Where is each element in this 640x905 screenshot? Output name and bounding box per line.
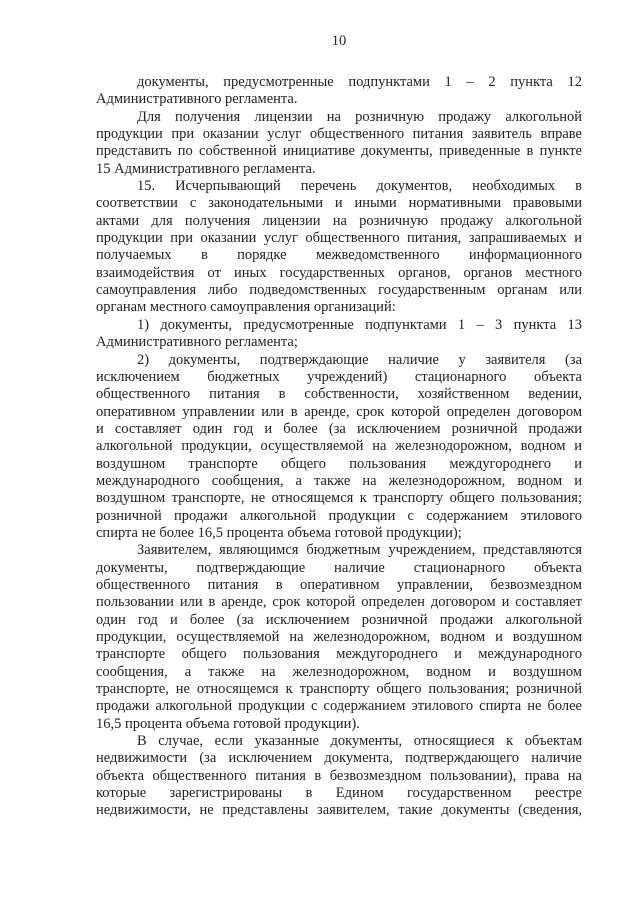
text-line: один год и более (за исключением розничной продажи алкогольной	[96, 611, 582, 628]
text-line: транспорте, не относящемся к транспорту общего пользования; розничной	[96, 681, 582, 698]
list-item-1	[96, 317, 582, 352]
text-line: алкогольной продукции, осуществляемой на железнодорожном, водном и	[96, 438, 582, 455]
paragraph-real-estate-documents	[96, 733, 582, 820]
text-line: розничной продажи алкогольной продукции с содержанием этилового	[96, 507, 582, 524]
text-line: и составляет один год и более (за исключением розничной продажи	[96, 420, 582, 437]
text-line: общественного питания в собственности, хозяйственном ведении,	[96, 386, 582, 403]
text-line: 15 Административного регламента.	[96, 160, 316, 177]
text-line: получаемых в порядке межведомственного информационного	[96, 247, 582, 264]
text-line: исключением бюджетных учреждений) стационарного объекта	[96, 368, 582, 385]
text-line: транспорте общего пользования междугороднего и международного	[96, 646, 582, 663]
text-line: которые зарегистрированы в Едином государственном реестре	[96, 785, 582, 802]
text-line: продукции при оказании услуг общественного питания заявитель вправе	[96, 126, 582, 143]
text-line: воздушном транспорте, не относящемся к транспорту общего пользования;	[96, 490, 582, 507]
text-line: Административного регламента;	[96, 334, 298, 351]
text-line: 16,5 процента объема готовой продукции).	[96, 715, 360, 732]
text-line: 1) документы, предусмотренные подпунктами 1 – 3 пункта 13	[137, 316, 582, 333]
text-line: сообщения, а также на железнодорожном, водном и воздушном	[96, 663, 582, 680]
text-line: 15. Исчерпывающий перечень документов, необходимых в	[137, 178, 582, 195]
text-line: Административного регламента.	[96, 91, 298, 108]
paragraph-optional-documents	[96, 109, 582, 178]
text-line: органам местного самоуправления организаций:	[96, 299, 396, 316]
text-line: воздушном транспорте общего пользования междугороднего и	[96, 455, 582, 472]
text-line: спирта не более 16,5 процента объема готовой продукции);	[96, 524, 462, 541]
paragraph-budget-institutions	[96, 542, 582, 733]
text-line: представить по собственной инициативе документы, приведенные в пункте	[96, 143, 582, 160]
text-line: продукции при оказании услуг общественного питания, запрашиваемых и	[96, 230, 582, 247]
page-number: 10	[331, 33, 347, 49]
text-line: продукции, осуществляемой на железнодорожном, водном и воздушном	[96, 629, 582, 645]
text-line: недвижимости (за исключением документа, подтверждающего наличие	[96, 750, 582, 767]
text-line: документы, предусмотренные подпунктами 1 – 2 пункта 12	[137, 74, 582, 90]
text-line: Для получения лицензии на розничную продажу алкогольной	[137, 108, 582, 125]
text-line: документы, подтверждающие наличие стационарного объекта	[96, 559, 582, 576]
text-line: продажи алкогольной продукции с содержанием этилового спирта не более	[96, 698, 582, 715]
text-line: актами для получения лицензии на розничную продажу алкогольной	[96, 212, 582, 229]
text-line: недвижимости, не представлены заявителем, такие документы (сведения,	[96, 802, 582, 819]
text-line: Заявителем, являющимся бюджетным учреждением, представляются	[137, 542, 582, 559]
paragraph-item-15	[96, 178, 582, 317]
text-line: объекта общественного питания в безвозмездном пользовании), права на	[96, 767, 582, 784]
text-line: взаимодействия от иных государственных органов, органов местного	[96, 264, 582, 281]
paragraph-docs-reference	[96, 74, 582, 109]
text-line: общественного питания в оперативном управлении, безвозмездном	[96, 576, 582, 593]
text-line: оперативном управлении или в аренде, срок которой определен договором	[96, 403, 582, 420]
text-line: самоуправления либо подведомственных государственным органам или	[96, 282, 582, 299]
text-line: В случае, если указанные документы, относящиеся к объектам	[137, 733, 582, 750]
text-line: пользовании или в аренде, срок которой определен договором и составляет	[96, 594, 582, 611]
text-line: международного сообщения, а также на железнодорожном, водном и	[96, 472, 582, 489]
text-body	[96, 74, 582, 820]
list-item-2	[96, 352, 582, 543]
text-line: 2) документы, подтверждающие наличие у заявителя (за	[137, 351, 582, 368]
text-line: соответствии с законодательными и иными нормативными правовыми	[96, 195, 582, 212]
